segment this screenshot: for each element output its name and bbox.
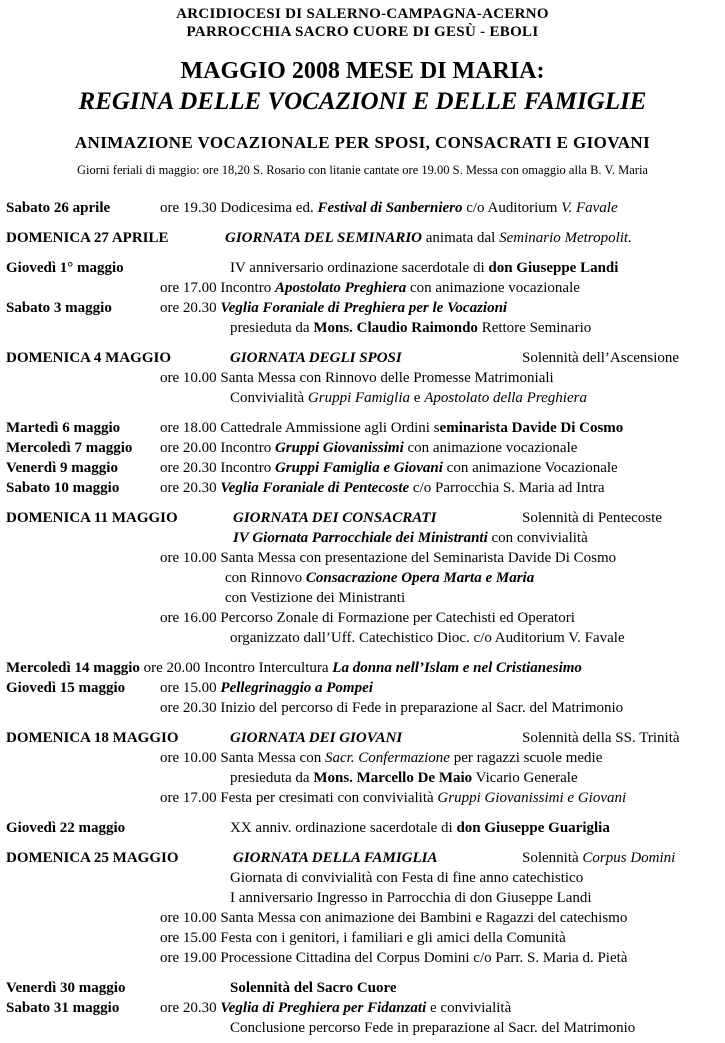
text: Mons. Marcello De Maio (313, 770, 473, 786)
text: V. Favale (561, 200, 618, 216)
text: ore 20.30 (160, 300, 221, 316)
text: I anniversario Ingresso in Parrocchia di don Giuseppe Landi (230, 890, 592, 906)
text: Mercoledì 14 maggio (6, 660, 140, 676)
event-text (160, 439, 577, 457)
event-text (233, 849, 438, 867)
event-date: Sabato 26 aprile (6, 200, 111, 216)
text: DOMENICA 18 MAGGIO (6, 730, 179, 746)
event-text (160, 609, 575, 627)
text: con convivialità (487, 530, 588, 546)
event-text (160, 279, 580, 297)
text: La donna nell’Islam e nel Cristianesimo (332, 660, 582, 676)
text: Venerdì 9 maggio (6, 460, 118, 476)
event-date (6, 259, 124, 277)
text: Veglia Foraniale di Pentecoste (220, 480, 410, 496)
event-date (6, 509, 178, 527)
text: GIORNATA DELLA FAMIGLIA (233, 850, 438, 866)
event-date (6, 439, 132, 457)
text: Sabato 31 maggio (6, 1000, 120, 1016)
text: DOMENICA 25 MAGGIO (6, 850, 179, 866)
text: Convivialità (230, 390, 308, 406)
event-text (230, 259, 618, 277)
text: ore 20.00 Incontro Intercultura (139, 660, 333, 676)
text: Conclusione percorso Fede in preparazione al Sacr. del Matrimonio (230, 1020, 636, 1036)
text: Solennità della SS. Trinità (522, 730, 680, 746)
event-date (6, 819, 125, 837)
text: ore 10.00 Santa Messa con (160, 750, 325, 766)
text: Corpus Domini (582, 850, 676, 866)
text: Seminario Metropolit. (499, 230, 632, 246)
event-date (6, 299, 112, 317)
event-date (6, 229, 169, 247)
event-solemnity (522, 349, 679, 367)
text: GIORNATA DEI CONSACRATI (233, 510, 437, 526)
event-date (6, 849, 179, 867)
text: Martedì 6 maggio (6, 420, 121, 436)
event-text (233, 529, 588, 547)
text: Solennità di Pentecoste (522, 510, 662, 526)
text: ore 10.00 Santa Messa con animazione dei Bambini e Ragazzi del catechismo (160, 910, 628, 926)
text: Veglia di Preghiera per Fidanzati (220, 1000, 427, 1016)
text: Consacrazione Opera Marta e Maria (305, 570, 535, 586)
text: IV anniversario ordinazione sacerdotale di (230, 260, 489, 276)
text: Sabato 10 maggio (6, 480, 120, 496)
page-subtitle: REGINA DELLE VOCAZIONI E DELLE FAMIGLIE (78, 88, 647, 115)
event-date (6, 349, 171, 367)
text: don Giuseppe Landi (488, 260, 619, 276)
event-solemnity (522, 509, 662, 527)
text: presieduta da (230, 770, 314, 786)
event-text (230, 1019, 635, 1037)
weekday-note: Giorni feriali di maggio: ore 18,20 S. Rosario con litanie cantate ore 19.00 S. Messa con omaggio alla B. V. Maria (77, 163, 648, 177)
text: Apostolato Preghiera (274, 280, 407, 296)
text: GIORNATA DEI GIOVANI (230, 730, 403, 746)
text: animata dal (422, 230, 500, 246)
event-text (230, 349, 402, 367)
text: ore 16.00 Percorso Zonale di Formazione per Catechisti ed Operatori (160, 610, 575, 626)
text: Mons. Claudio Raimondo (313, 320, 478, 336)
text: Giovedì 1° maggio (6, 260, 124, 276)
event-text (233, 509, 436, 527)
text: Giovedì 22 maggio (6, 820, 126, 836)
event-text (160, 699, 623, 717)
text: ore 10.00 Santa Messa con presentazione del Seminarista Davide Di Cosmo (160, 550, 617, 566)
text: ore 15.00 (160, 680, 221, 696)
event-date (6, 419, 120, 437)
event-text (225, 229, 632, 247)
text: ore 17.00 Incontro (160, 280, 275, 296)
text: Giovedì 15 maggio (6, 680, 126, 696)
text: per ragazzi scuole medie (449, 750, 603, 766)
text: Veglia Foraniale di Preghiera per le Vocazioni (220, 300, 508, 316)
text: Gruppi Famiglia e Giovani (274, 460, 443, 476)
text: ore 20.30 Inizio del percorso di Fede in preparazione al Sacr. del Matrimonio (160, 700, 624, 716)
event-solemnity (522, 729, 680, 747)
text: DOMENICA 11 MAGGIO (6, 510, 178, 526)
text: Mercoledì 7 maggio (6, 440, 133, 456)
event-text (160, 459, 618, 477)
event-text (230, 729, 402, 747)
text: presieduta da (230, 320, 314, 336)
text: ore 10.00 Santa Messa con Rinnovo delle Promesse Matrimoniali (160, 370, 554, 386)
parish-name: PARROCCHIA SACRO CUORE DI GESÙ - EBOLI (186, 24, 539, 40)
text: Rettore Seminario (477, 320, 592, 336)
event-text (160, 999, 511, 1017)
event-text (230, 819, 610, 837)
event-text (160, 299, 507, 317)
event-text (225, 569, 534, 587)
page-title: MAGGIO 2008 MESE DI MARIA: (180, 58, 545, 84)
text: c/o Parrocchia S. Maria ad Intra (409, 480, 605, 496)
event-row (6, 199, 110, 217)
text: ore 19.00 Processione Cittadina del Corpus Domini c/o Parr. S. Maria d. Pietà (160, 950, 628, 966)
event-date (6, 679, 125, 697)
event-text (160, 679, 373, 697)
text: Apostolato della Preghiera (424, 390, 587, 406)
text: Solennità dell’Ascensione (522, 350, 680, 366)
event-row (6, 659, 582, 677)
event-text (225, 589, 405, 607)
text: con Rinnovo (225, 570, 306, 586)
event-text (160, 749, 602, 767)
text: organizzato dall’Uff. Catechistico Dioc. c/o Auditorium V. Favale (230, 630, 625, 646)
text: Giornata di convivialità con Festa di fine anno catechistico (230, 870, 584, 886)
event-text (230, 319, 591, 337)
event-text (160, 929, 566, 947)
diocese-name: ARCIDIOCESI DI SALERNO-CAMPAGNA-ACERNO (176, 6, 549, 22)
text: Gruppi Giovanissimi (274, 440, 404, 456)
event-text (160, 789, 626, 807)
text: c/o Auditorium (462, 200, 562, 216)
text: ore 20.00 Incontro (160, 440, 275, 456)
text: ore 20.30 (160, 1000, 221, 1016)
text: Sacr. Confermazione (324, 750, 450, 766)
event-text (160, 419, 623, 437)
text: Solennità (522, 850, 583, 866)
text: e (410, 390, 425, 406)
event-text (230, 629, 625, 647)
text: con animazione vocazionale (406, 280, 580, 296)
text: Solennità del Sacro Cuore (230, 980, 397, 996)
event-date (6, 459, 118, 477)
text: DOMENICA 27 APRILE (6, 230, 169, 246)
text: con Vestizione dei Ministranti (225, 590, 406, 606)
event-text (160, 549, 616, 567)
event-text (160, 949, 627, 967)
text: GIORNATA DEL SEMINARIO (225, 230, 423, 246)
event-text (160, 909, 627, 927)
text: ore 19.30 Dodicesima ed. (160, 200, 318, 216)
text: DOMENICA 4 MAGGIO (6, 350, 171, 366)
text: GIORNATA DEGLI SPOSI (230, 350, 402, 366)
text: con animazione vocazionale (403, 440, 578, 456)
text: ore 18.00 Cattedrale Ammissione agli Ordini s (160, 420, 440, 436)
event-text (160, 199, 618, 217)
text: Sabato 3 maggio (6, 300, 112, 316)
text: eminarista Davide Di Cosmo (439, 420, 624, 436)
event-text (230, 889, 592, 907)
text: Gruppi Giovanissimi e Giovani (437, 790, 627, 806)
text: e convivialità (426, 1000, 512, 1016)
event-text (160, 479, 605, 497)
event-date (6, 729, 179, 747)
event-text (230, 389, 587, 407)
event-date (6, 479, 119, 497)
event-date (6, 999, 119, 1017)
event-text (230, 769, 578, 787)
text: con animazione Vocazionale (442, 460, 618, 476)
event-text (230, 869, 583, 887)
text: ore 15.00 Festa con i genitori, i familiari e gli amici della Comunità (160, 930, 566, 946)
event-text (160, 369, 554, 387)
event-solemnity (522, 849, 675, 867)
text: ore 20.30 (160, 480, 221, 496)
text: IV Giornata Parrocchiale dei Ministranti (233, 530, 488, 546)
text: Festival di Sanberniero (317, 200, 463, 216)
event-text (230, 979, 397, 997)
text: Gruppi Famiglia (307, 390, 411, 406)
text: don Giuseppe Guariglia (456, 820, 610, 836)
text: Pellegrinaggio a Pompei (220, 680, 373, 696)
text: Venerdì 30 maggio (6, 980, 126, 996)
page-tagline: ANIMAZIONE VOCAZIONALE PER SPOSI, CONSACRATI E GIOVANI (74, 133, 651, 152)
text: ore 20.30 Incontro (160, 460, 275, 476)
text: XX anniv. ordinazione sacerdotale di (230, 820, 457, 836)
text: Vicario Generale (472, 770, 578, 786)
event-date (6, 979, 125, 997)
text: ore 17.00 Festa per cresimati con convivialità (160, 790, 438, 806)
